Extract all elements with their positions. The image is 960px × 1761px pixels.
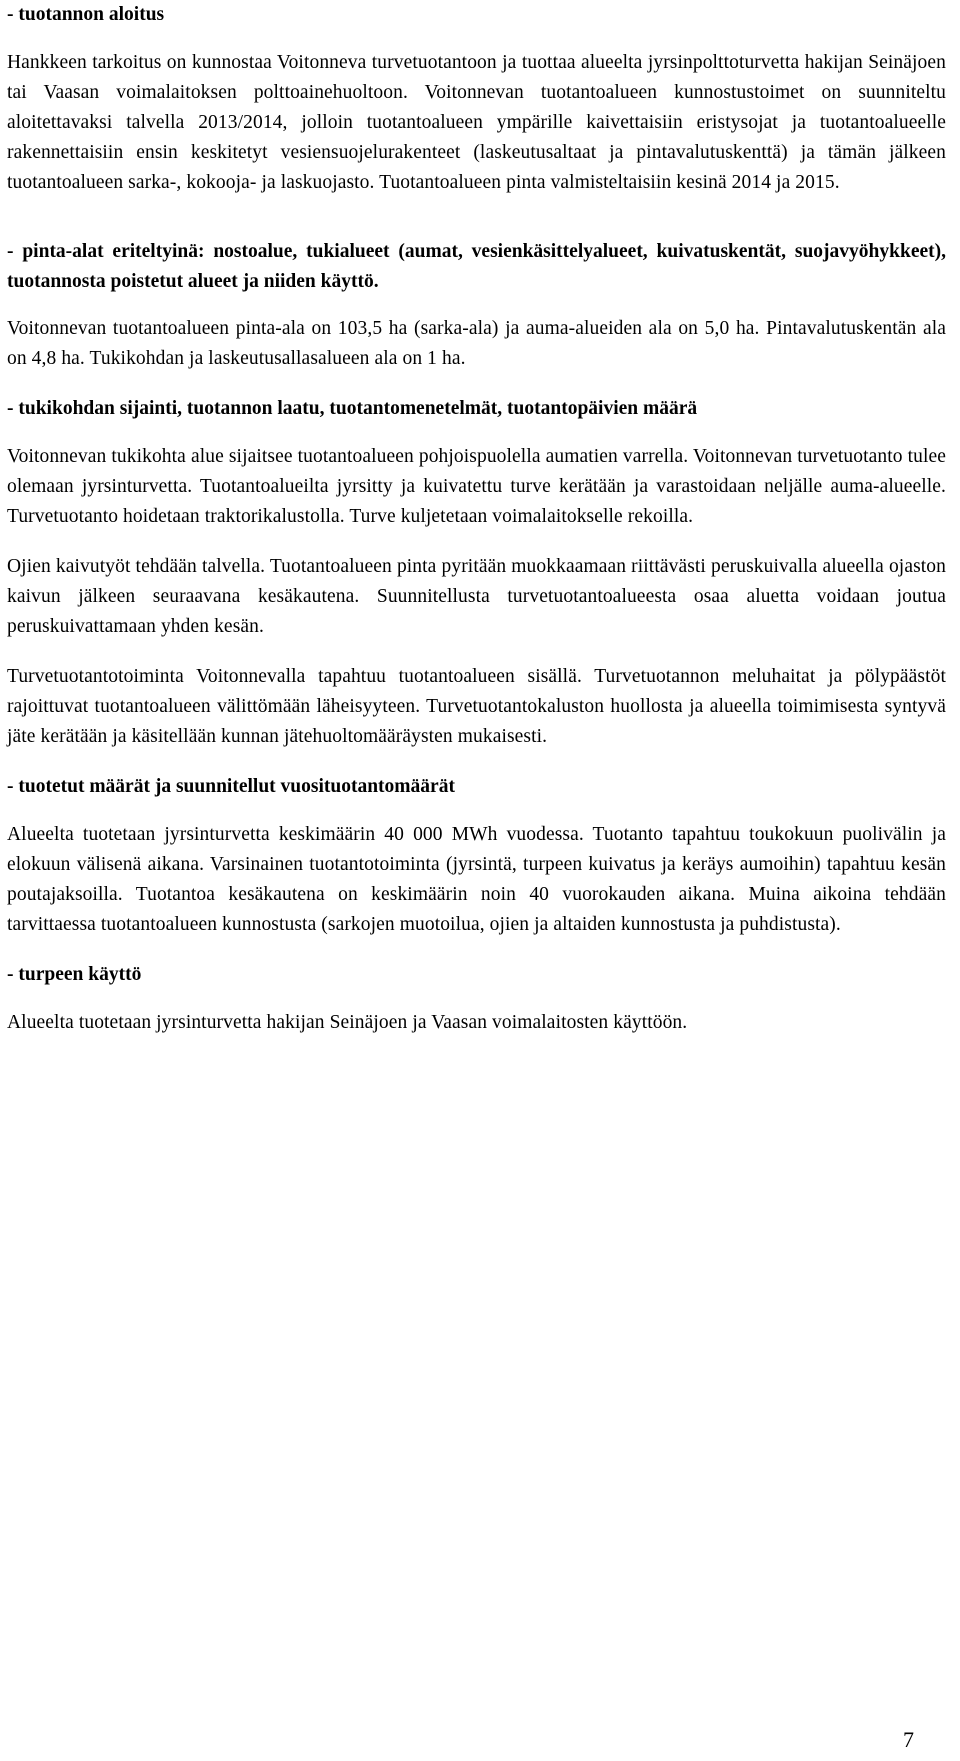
document-page: [7, 0, 946, 1038]
paragraph-base-location: Voitonnevan tukikohta alue sijaitsee tuotantoalueen pohjoispuolella aumatien varrella. Voitonnevan turvetuotanto tulee olemaan jyrsinturvetta. Tuotantoalueilta jyrsitty ja kuivatettu turve kerätään ja varastoidaan neljälle auma-alueelle. Turvetuotanto hoidetaan traktorikalustolla. Turve kuljetetaan voimalaitokselle rekoilla.: [7, 446, 946, 527]
section-heading-peat-use: - turpeen käyttö: [7, 964, 142, 985]
paragraph-peat-use: Alueelta tuotetaan jyrsinturvetta hakijan Seinäjoen ja Vaasan voimalaitosten käyttöön.: [7, 1012, 688, 1033]
section-heading-production-start: - tuotannon aloitus: [7, 4, 165, 25]
section-heading-areas: - pinta-alat eriteltyinä: nostoalue, tukialueet (aumat, vesienkäsittelyalueet, kuivatuskentät, suojavyöhykkeet), tuotannosta poistetut alueet ja niiden käyttö.: [7, 241, 946, 292]
paragraph-area-sizes: Voitonnevan tuotantoalueen pinta-ala on 103,5 ha (sarka-ala) ja auma-alueiden ala on 5,0 ha. Pintavalutuskentän ala on 4,8 ha. Tukikohdan ja laskeutusallasalueen ala on 1 ha.: [7, 318, 946, 369]
paragraph-operations: Turvetuotantotoiminta Voitonnevalla tapahtuu tuotantoalueen sisällä. Turvetuotannon meluhaitat ja pölypäästöt rajoittuvat tuotantoalueen välittömään läheisyyteen. Turvetuotantokaluston huollosta ja alueella toimimisesta syntyvä jäte kerätään ja käsitellään kunnan jätehuoltomääräysten mukaisesti.: [7, 666, 946, 747]
paragraph-project-purpose: Hankkeen tarkoitus on kunnostaa Voitonneva turvetuotantoon ja tuottaa alueelta jyrsinpolttoturvetta hakijan Seinäjoen tai Vaasan voimalaitoksen polttoainehuoltoon. Voitonnevan tuotantoalueen kunnostustoimet on suunniteltu aloitettavaksi talvella 2013/2014, jolloin tuotantoalueen ympärille kaivettaisiin eristysojat ja tuotantoalueelle rakennettaisiin ensin keskitetyt vesiensuojelurakenteet (laskeutusaltaat ja pintavalutuskenttä) ja tämän jälkeen tuotantoalueen sarka-, kokooja- ja laskuojasto. Tuotantoalueen pinta valmisteltaisiin kesinä 2014 ja 2015.: [7, 52, 946, 193]
paragraph-production-volumes: Alueelta tuotetaan jyrsinturvetta keskimäärin 40 000 MWh vuodessa. Tuotanto tapahtuu toukokuun puolivälin ja elokuun välisenä aikana. Varsinainen tuotantotoiminta (jyrsintä, turpeen kuivatus ja keräys aumoihin) tapahtuu kesän poutajaksoilla. Tuotantoa kesäkautena on keskimäärin noin 40 vuorokauden aikana. Muina aikoina tehdään tarvittaessa tuotantoalueen kunnostusta (sarkojen muotoilua, ojien ja altaiden kunnostusta ja puhdistusta).: [7, 824, 946, 935]
section-heading-base-location: - tukikohdan sijainti, tuotannon laatu, tuotantomenetelmät, tuotantopäivien määrä: [7, 398, 698, 419]
section-heading-production-volumes: - tuotetut määrät ja suunnitellut vuosituotantomäärät: [7, 776, 455, 797]
paragraph-ditch-work: Ojien kaivutyöt tehdään talvella. Tuotantoalueen pinta pyritään muokkaamaan riittävästi peruskuivalla alueella ojaston kaivun jälkeen seuraavana kesäkautena. Suunnitellusta turvetuotantoalueesta osaa aluetta voidaan joutua peruskuivattamaan yhden kesän.: [7, 556, 946, 637]
page-number: 7: [903, 1727, 914, 1752]
